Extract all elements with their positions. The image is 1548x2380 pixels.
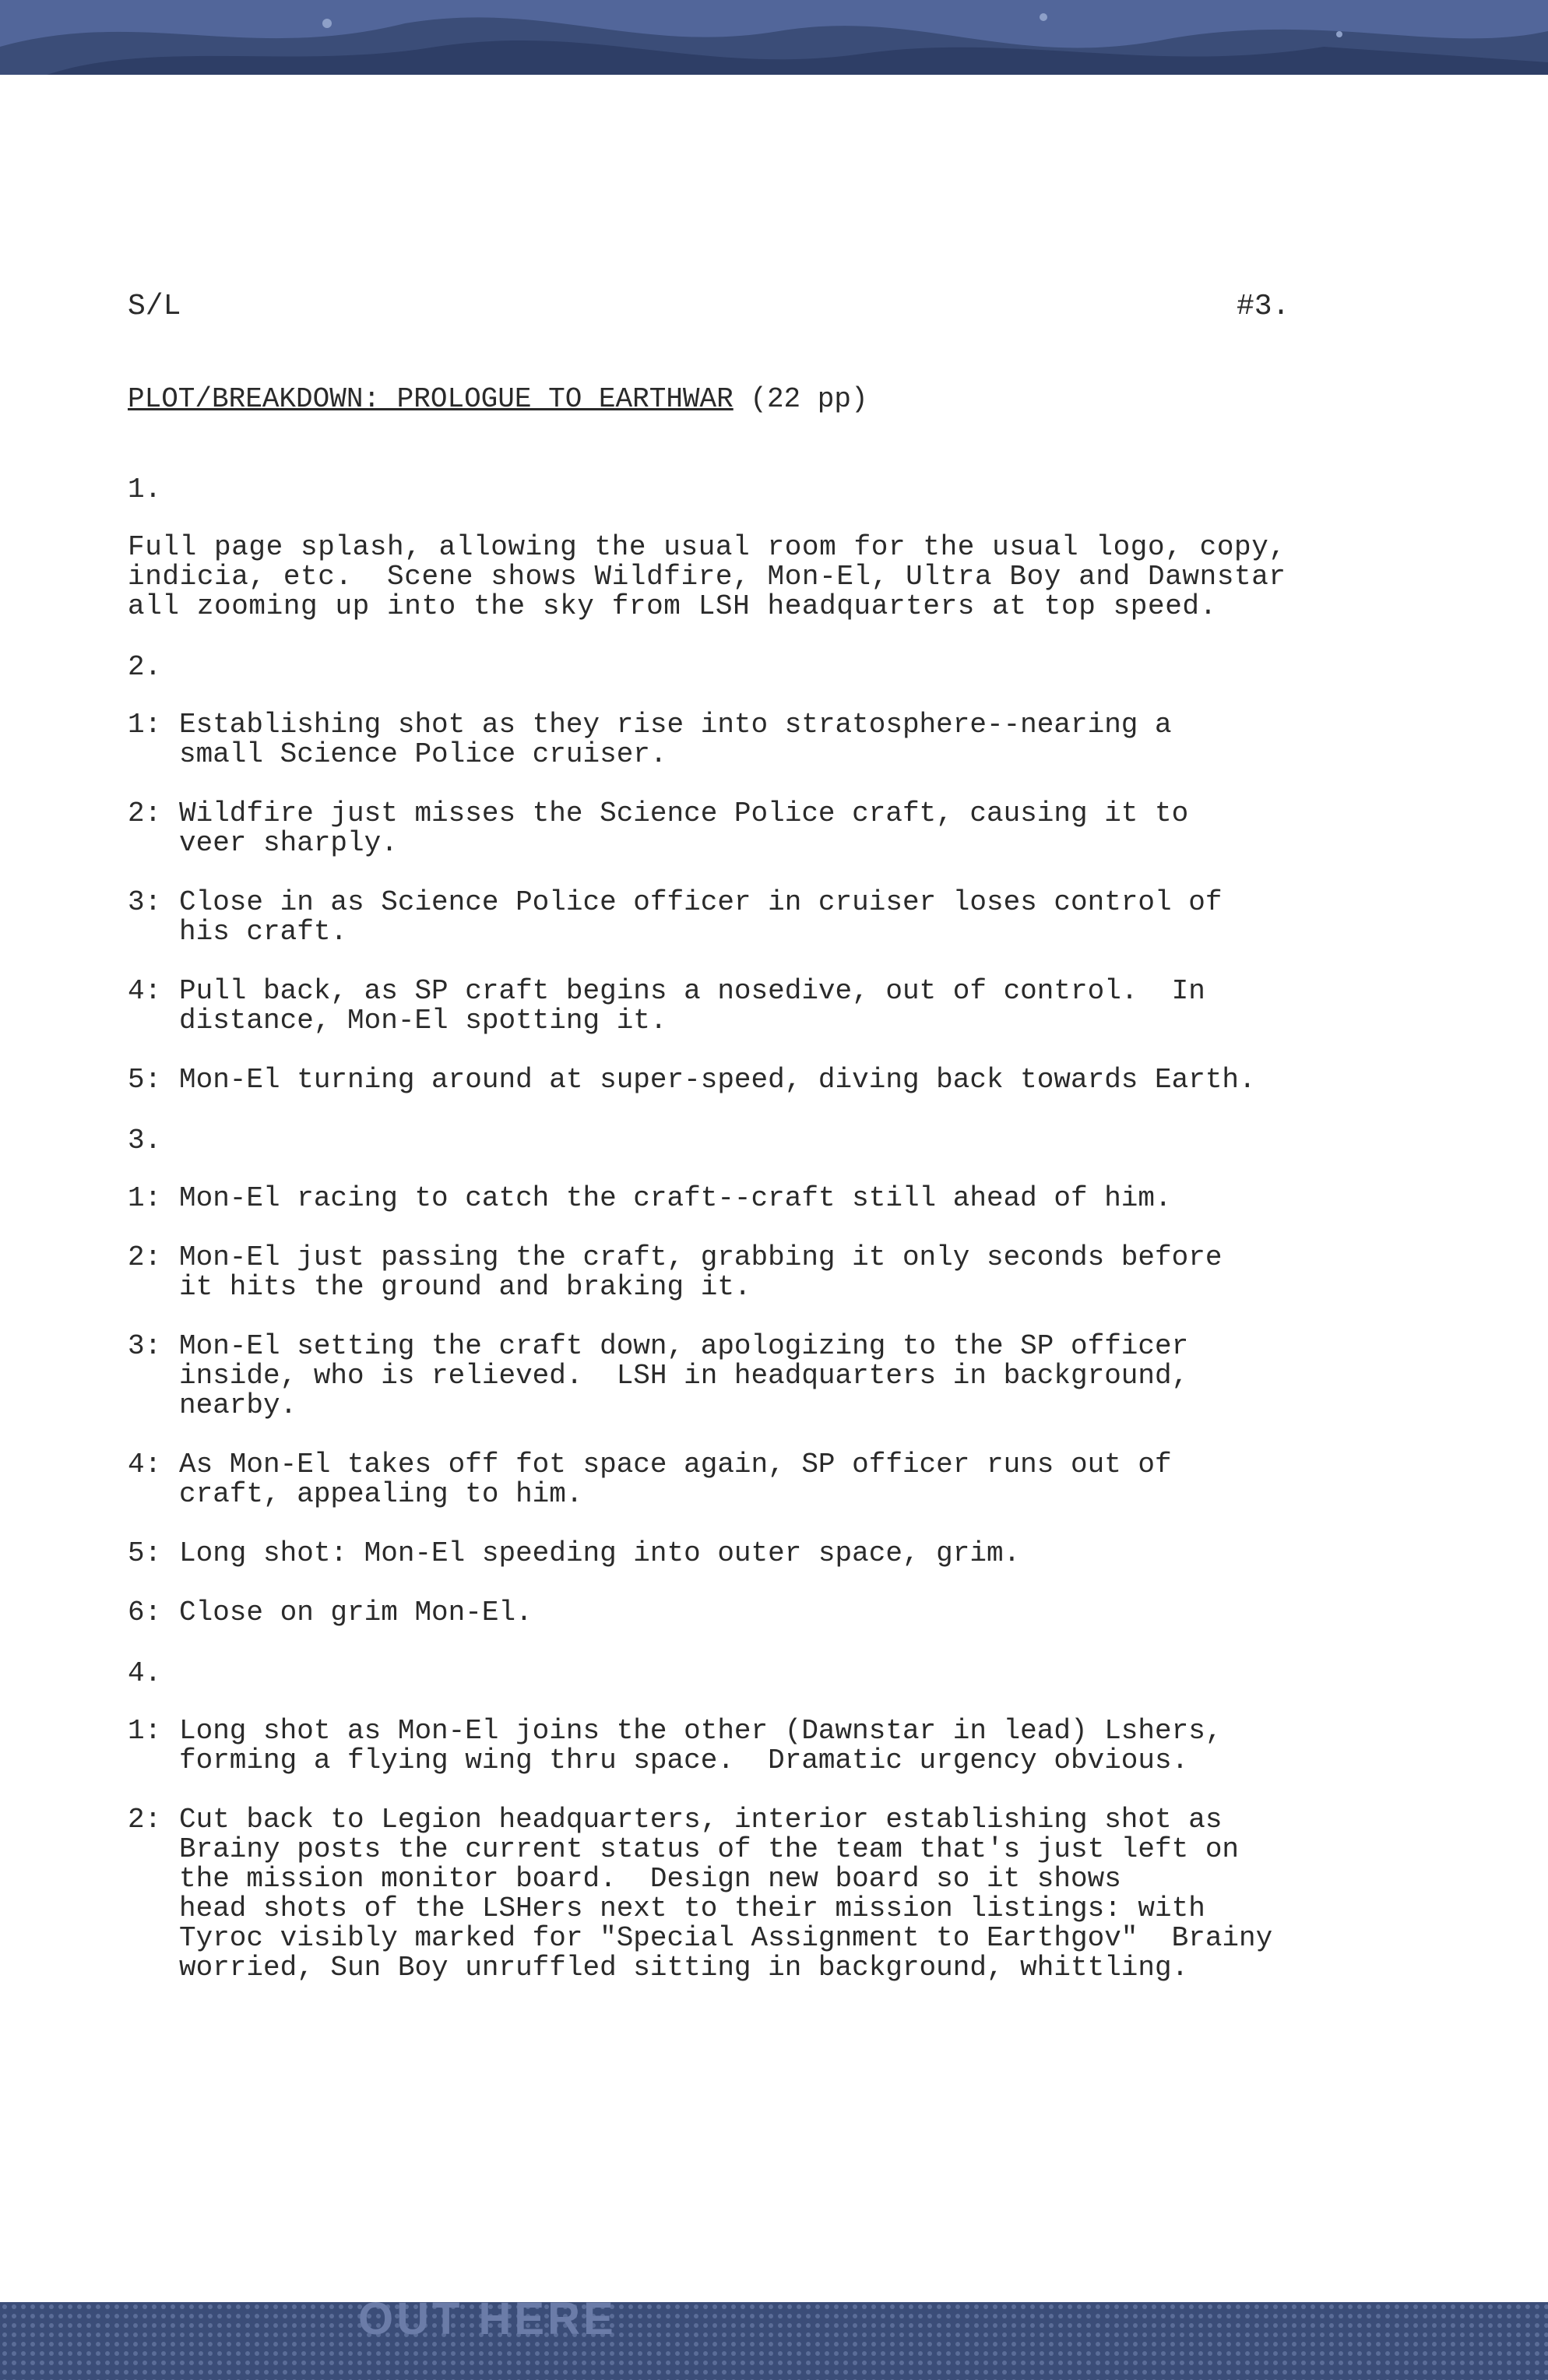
page-number-heading: 3. — [128, 1125, 162, 1157]
panel-text-line: Mon-El setting the craft down, apologizing to the SP officer — [179, 1330, 1189, 1362]
panel-number: 4: — [128, 975, 162, 1007]
panel-text-line: Tyroc visibly marked for "Special Assignment to Earthgov" Brainy — [179, 1922, 1273, 1954]
panel-text-line: Close on grim Mon-El. — [179, 1597, 533, 1628]
panel-text-line: Mon-El racing to catch the craft--craft still ahead of him. — [179, 1182, 1172, 1214]
panel-text-line: Long shot: Mon-El speeding into outer space, grim. — [179, 1537, 1021, 1569]
bottom-band-lettering: OUT HERE — [358, 2302, 617, 2344]
panel-text-line: nearby. — [179, 1389, 297, 1421]
panel-number: 3: — [128, 886, 162, 918]
panel-description — [128, 1537, 1021, 1569]
panel-number: 2: — [128, 797, 162, 829]
panel-description — [128, 797, 1189, 859]
header-left-label: S/L — [128, 290, 181, 323]
panel-description — [128, 975, 1205, 1037]
panel-number: 1: — [128, 1182, 162, 1214]
panel-text-line: Brainy posts the current status of the team that's just left on — [179, 1833, 1240, 1865]
panel-text-line: the mission monitor board. Design new board so it shows — [179, 1863, 1121, 1895]
panel-description — [128, 1804, 1273, 1984]
panel-text-line: inside, who is relieved. LSH in headquarters in background, — [179, 1360, 1189, 1392]
panel-description — [128, 1449, 1172, 1510]
splash-description-line: all zooming up into the sky from LSH headquarters at top speed. — [128, 590, 1217, 622]
panel-text-line: Mon-El just passing the craft, grabbing it only seconds before — [179, 1241, 1223, 1273]
panel-number: 3: — [128, 1330, 162, 1362]
panel-description — [128, 1597, 533, 1628]
panel-number: 5: — [128, 1064, 162, 1096]
document-title — [128, 383, 868, 415]
panel-number: 1: — [128, 709, 162, 741]
panel-number: 1: — [128, 1715, 162, 1747]
panel-text-line: forming a flying wing thru space. Dramatic urgency obvious. — [179, 1745, 1189, 1776]
page-number-heading: 4. — [128, 1657, 162, 1689]
panel-text-line: Wildfire just misses the Science Police craft, causing it to — [179, 797, 1189, 829]
panel-number: 4: — [128, 1449, 162, 1480]
panel-text-line: head shots of the LSHers next to their mission listings: with — [179, 1892, 1205, 1924]
splash-description-line: Full page splash, allowing the usual room for the usual logo, copy, — [128, 531, 1286, 563]
panel-text-line: As Mon-El takes off fot space again, SP officer runs out of — [179, 1449, 1172, 1480]
title-page-count: (22 pp) — [733, 383, 868, 415]
panel-description — [128, 1715, 1223, 1776]
page-number-heading: 2. — [128, 651, 162, 683]
page-number-heading: 1. — [128, 474, 162, 505]
panel-text-line: veer sharply. — [179, 827, 398, 859]
panel-text-line: Establishing shot as they rise into stratosphere--nearing a — [179, 709, 1172, 741]
title-underlined: PLOT/BREAKDOWN: PROLOGUE TO EARTHWAR — [128, 383, 734, 415]
panel-number: 5: — [128, 1537, 162, 1569]
bottom-art-band — [0, 2302, 1548, 2380]
page-number-label: #3. — [1237, 290, 1290, 323]
panel-text-line: small Science Police cruiser. — [179, 738, 667, 770]
panel-number: 2: — [128, 1241, 162, 1273]
splash-description-line: indicia, etc. Scene shows Wildfire, Mon-El, Ultra Boy and Dawnstar — [128, 561, 1286, 593]
panel-description — [128, 709, 1172, 770]
panel-text-line: worried, Sun Boy unruffled sitting in background, whittling. — [179, 1952, 1189, 1984]
panel-text-line: his craft. — [179, 916, 348, 948]
bottom-band-artwork — [0, 2302, 1548, 2380]
panel-text-line: craft, appealing to him. — [179, 1478, 583, 1510]
panel-text-line: Cut back to Legion headquarters, interior establishing shot as — [179, 1804, 1223, 1836]
panel-description — [128, 1182, 1172, 1214]
panel-text-line: Long shot as Mon-El joins the other (Dawnstar in lead) Lshers, — [179, 1715, 1223, 1747]
panel-description — [128, 1330, 1189, 1421]
panel-text-line: distance, Mon-El spotting it. — [179, 1005, 667, 1037]
panel-number: 6: — [128, 1597, 162, 1628]
panel-description — [128, 886, 1223, 948]
panel-description — [128, 1064, 1256, 1096]
panel-number: 2: — [128, 1804, 162, 1836]
panel-text-line: Close in as Science Police officer in cruiser loses control of — [179, 886, 1223, 918]
panel-text-line: it hits the ground and braking it. — [179, 1271, 751, 1303]
panel-text-line: Mon-El turning around at super-speed, diving back towards Earth. — [179, 1064, 1256, 1096]
panel-text-line: Pull back, as SP craft begins a nosedive, out of control. In — [179, 975, 1205, 1007]
panel-description — [128, 1241, 1223, 1303]
